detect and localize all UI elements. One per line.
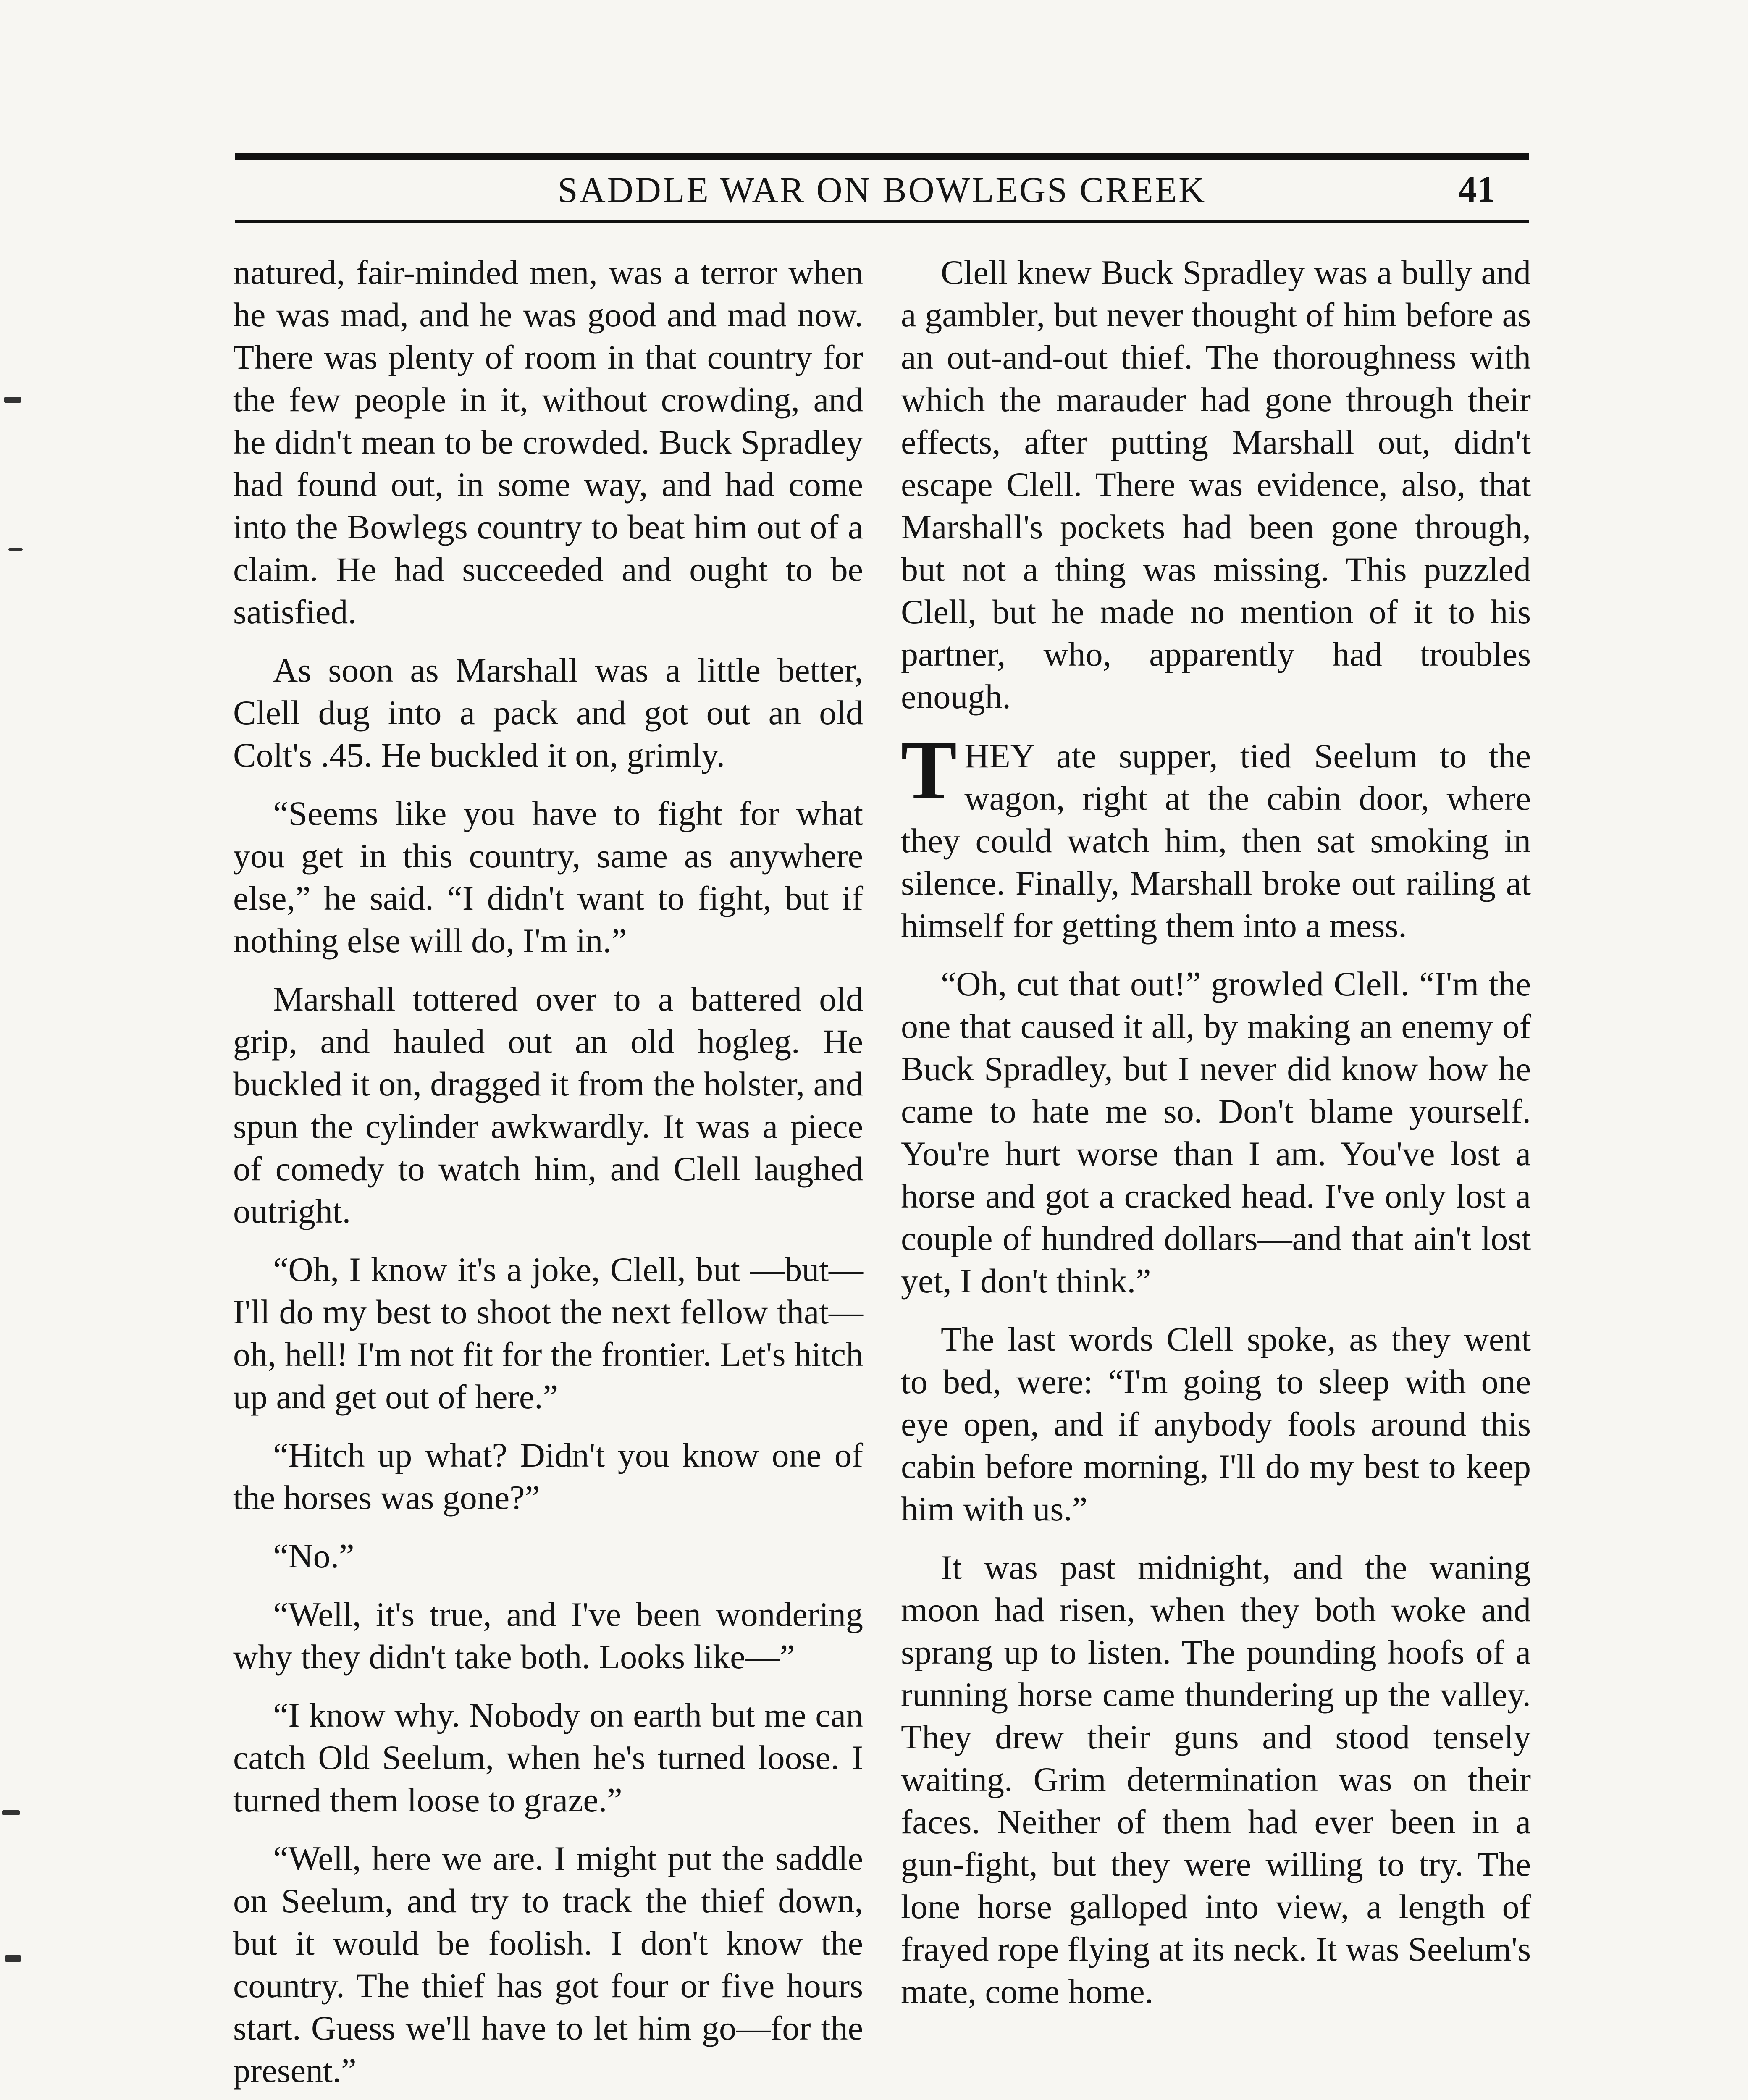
left-column [233,251,863,2092]
paragraph: “Oh, I know it's a joke, Clell, but —but—I'll do my best to shoot the next fellow that—oh, hell! I'm not fit for the frontier. Let's hitch up and get out of here.” [233,1250,863,1416]
paragraph: Marshall tottered over to a battered old grip, and hauled out an old hogleg. He buckled it on, dragged it from the holster, and spun the cylinder awkwardly. It was a piece of comedy to watch him, and Clell laughed outright. [233,980,863,1230]
header-rule-bottom [235,220,1529,223]
header-rule-top [235,153,1529,160]
paragraph: “No.” [273,1537,354,1575]
paragraph: As soon as Marshall was a little better, Clell dug into a pack and got out an old Colt's .45. He buckled it on, grimly. [233,651,863,774]
margin-speck [8,548,23,551]
paragraph: “I know why. Nobody on earth but me can catch Old Seelum, when he's turned loose. I turned them loose to graze.” [233,1696,863,1819]
running-title: SADDLE WAR ON BOWLEGS CREEK [557,170,1207,210]
paragraph: The last words Clell spoke, as they went to bed, were: “I'm going to sleep with one eye open, and if anybody fools around this cabin before morning, I'll do my best to keep him with us.” [901,1320,1531,1528]
paragraph: “Oh, cut that out!” growled Clell. “I'm the one that caused it all, by making an enemy of Buck Spradley, but I never did know how he came to hate me so. Don't blame yourself. You're hurt worse than I am. You've lost a horse and got a cracked head. I've only lost a couple of hundred dollars—and that ain't lost yet, I don't think.” [901,965,1531,1300]
paragraph: natured, fair-minded men, was a terror when he was mad, and he was good and mad now. There was plenty of room in that country for the few people in it, without crowding, and he didn't mean to be crowded. Buck Spradley had found out, in some way, and had come into the Bowlegs country to beat him out of a claim. He had succeeded and ought to be satisfied. [233,253,863,631]
drop-cap: T [901,724,957,817]
margin-speck [2,1810,20,1815]
running-header [235,160,1529,219]
margin-speck [4,397,21,403]
paragraph: Clell knew Buck Spradley was a bully and a gambler, but never thought of him before as an out-and-out thief. The thoroughness with which the marauder had gone through their effects, after putting Marshall out, didn't escape Clell. There was evidence, also, that Marshall's pockets had been gone through, but not a thing was missing. This puzzled Clell, but he made no mention of it to his partner, who, apparently had troubles enough. [901,253,1531,716]
paragraph: “Well, here we are. I might put the saddle on Seelum, and try to track the thief down, but it would be foolish. I don't know the country. The thief has got four or five hours start. Guess we'll have to let him go—for the present.” [233,1839,863,2090]
section-opening-paragraph [901,724,1531,947]
paragraph: It was past midnight, and the waning moon had risen, when they both woke and sprang up to listen. The pounding hoofs of a running horse came thundering up the valley. They drew their guns and stood tensely waiting. Grim determination was on their faces. Neither of them had ever been in a gun-fight, but they were willing to try. The lone horse galloped into view, a length of frayed rope flying at its neck. It was Seelum's mate, come home. [901,1548,1531,2011]
paragraph-text: HEY ate supper, tied Seelum to the wagon, right at the cabin door, where they could watch him, then sat smoking in silence. Finally, Marshall broke out railing at himself for getting them into a mess. [901,737,1531,945]
page-number: 41 [1458,169,1495,210]
paragraph: “Well, it's true, and I've been wondering why they didn't take both. Looks like—” [233,1595,863,1676]
paragraph: “Hitch up what? Didn't you know one of the horses was gone?” [233,1436,863,1517]
right-column [901,251,1531,2013]
margin-speck [5,1955,21,1962]
paragraph: “Seems like you have to fight for what you get in this country, same as anywhere else,” he said. “I didn't want to fight, but if nothing else will do, I'm in.” [233,794,863,960]
